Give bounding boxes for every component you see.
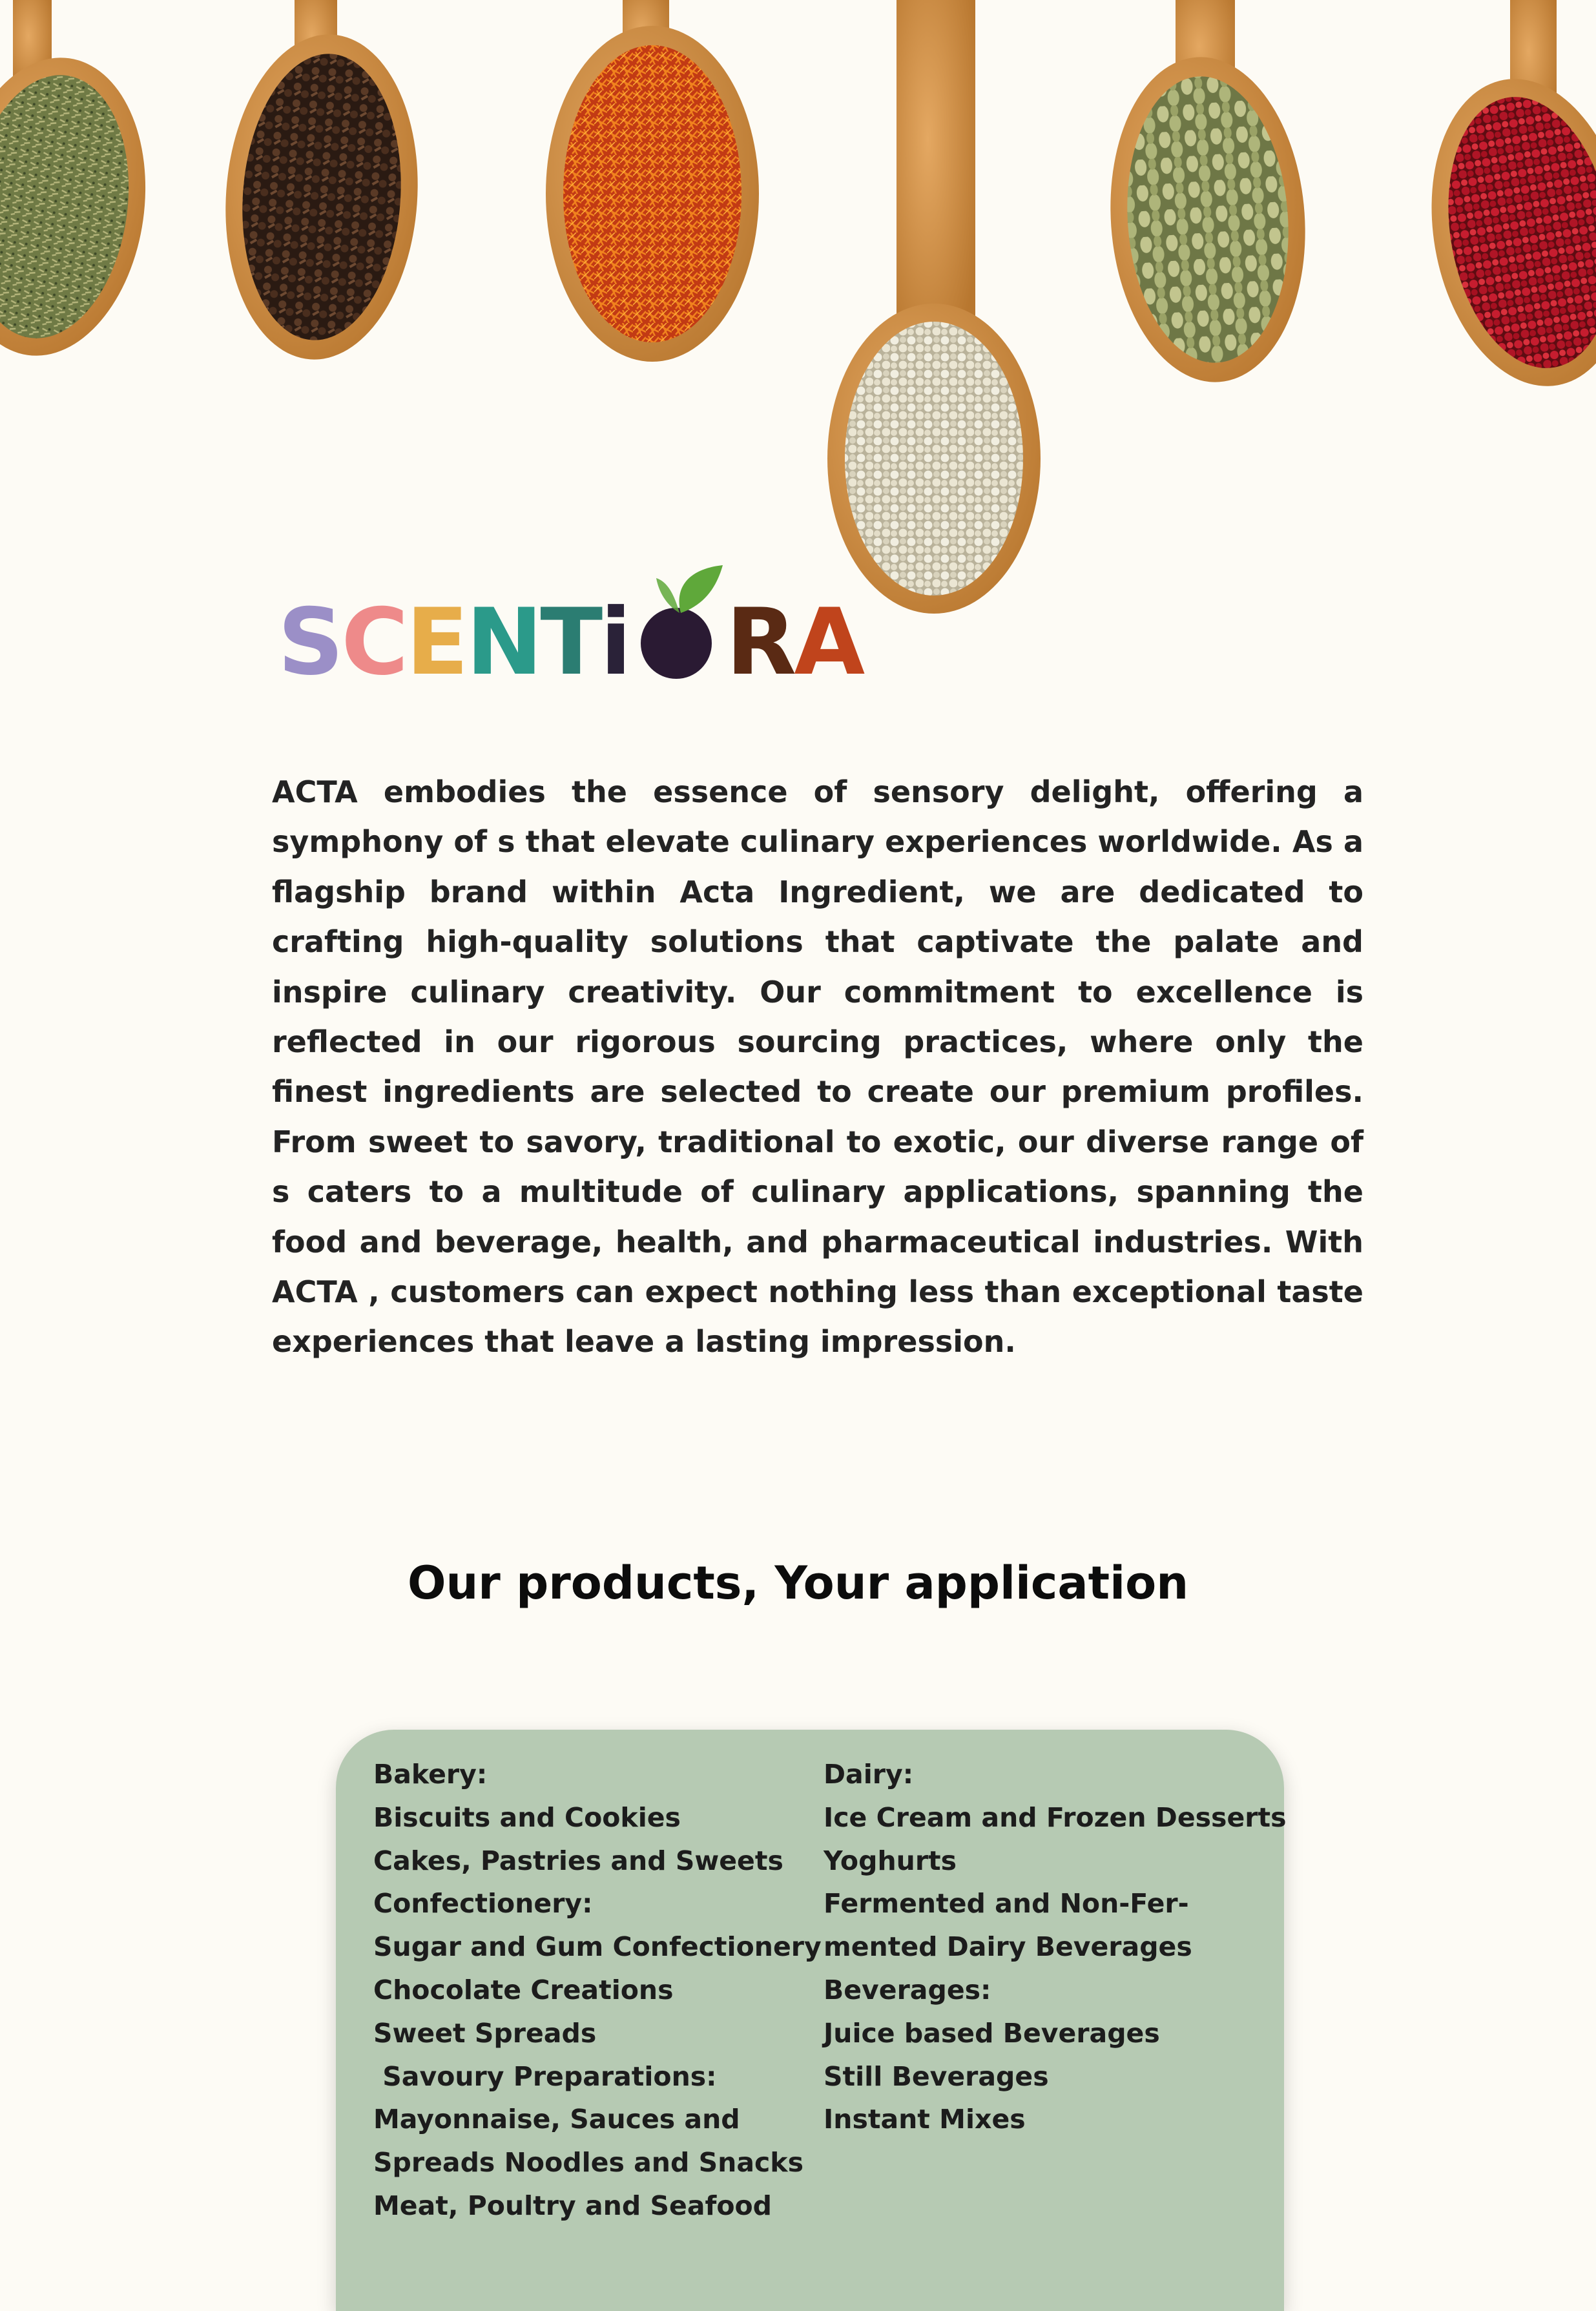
- application-item: Sugar and Gum Confectionery: [373, 1931, 822, 1963]
- application-item: Spreads Noodles and Snacks: [373, 2147, 803, 2179]
- application-item: Cakes, Pastries and Sweets: [373, 1845, 783, 1876]
- logo-letter: A: [794, 589, 863, 696]
- spoon-dried-herbs: [0, 0, 164, 368]
- application-item: Sweet Spreads: [373, 2017, 597, 2049]
- application-item: Yoghurts: [824, 1845, 957, 1876]
- logo-letter: N: [466, 589, 541, 696]
- logo-letter: S: [278, 589, 342, 696]
- logo-letter: R: [725, 589, 794, 696]
- spoon-pink-pepper: [1409, 0, 1596, 402]
- application-item: Dairy:: [824, 1759, 914, 1790]
- application-item: Chocolate Creations: [373, 1974, 674, 2005]
- spoon-saffron: [546, 0, 759, 362]
- application-item: Instant Mixes: [824, 2104, 1026, 2135]
- intro-paragraph: ACTA embodies the essence of sensory delight, offering a symphony of s that elevate culinary experiences worldwide. As a flagship brand within Acta Ingredient, we are dedicated to crafting high-quality solutions that captivate the palate and inspire culinary creativity. Our commitment to excellence is reflected in our rigorous sourcing practices, where only the finest ingredients are selected to create our premium profiles. From sweet to savory, traditional to exotic, our diverse range of s caters to a multitude of culinary applications, spanning the food and beverage, health, and pharmaceutical industries. With ACTA , customers can expect nothing less than exceptional taste experiences that leave a lasting impression.: [272, 774, 1363, 1360]
- spoon-cardamom: [1100, 0, 1316, 389]
- logo-berry-icon: [641, 608, 712, 679]
- spoon-cloves: [215, 0, 428, 366]
- spice-spoons-banner: [0, 0, 1596, 620]
- logo-letter: E: [406, 589, 466, 696]
- applications-left-column: [373, 1753, 825, 2228]
- application-item: Savoury Preparations:: [373, 2060, 717, 2092]
- application-item: Fermented and Non-Fer-: [824, 1888, 1189, 1920]
- application-item: Biscuits and Cookies: [373, 1801, 681, 1833]
- section-title: Our products, Your application: [407, 1557, 1189, 1610]
- application-item: Juice based Beverages: [824, 2017, 1160, 2049]
- application-item: Beverages:: [824, 1974, 991, 2005]
- brand-logo: [278, 568, 863, 698]
- logo-letter: T: [540, 589, 601, 696]
- spoon-white-pepper: [827, 0, 1041, 614]
- application-item: mented Dairy Beverages: [824, 1931, 1192, 1963]
- application-item: Meat, Poultry and Seafood: [373, 2190, 772, 2221]
- brand-logo-wordmark: [278, 589, 863, 696]
- applications-panel: [336, 1730, 1287, 2311]
- application-item: Bakery:: [373, 1759, 488, 1790]
- logo-letter: i: [600, 589, 629, 696]
- logo-letter: C: [341, 589, 406, 696]
- application-item: Confectionery:: [373, 1888, 593, 1920]
- application-item: Still Beverages: [824, 2060, 1049, 2092]
- application-item: Ice Cream and Frozen Desserts: [824, 1801, 1287, 1833]
- application-item: Mayonnaise, Sauces and: [373, 2104, 740, 2135]
- applications-right-column: [824, 1753, 1287, 2141]
